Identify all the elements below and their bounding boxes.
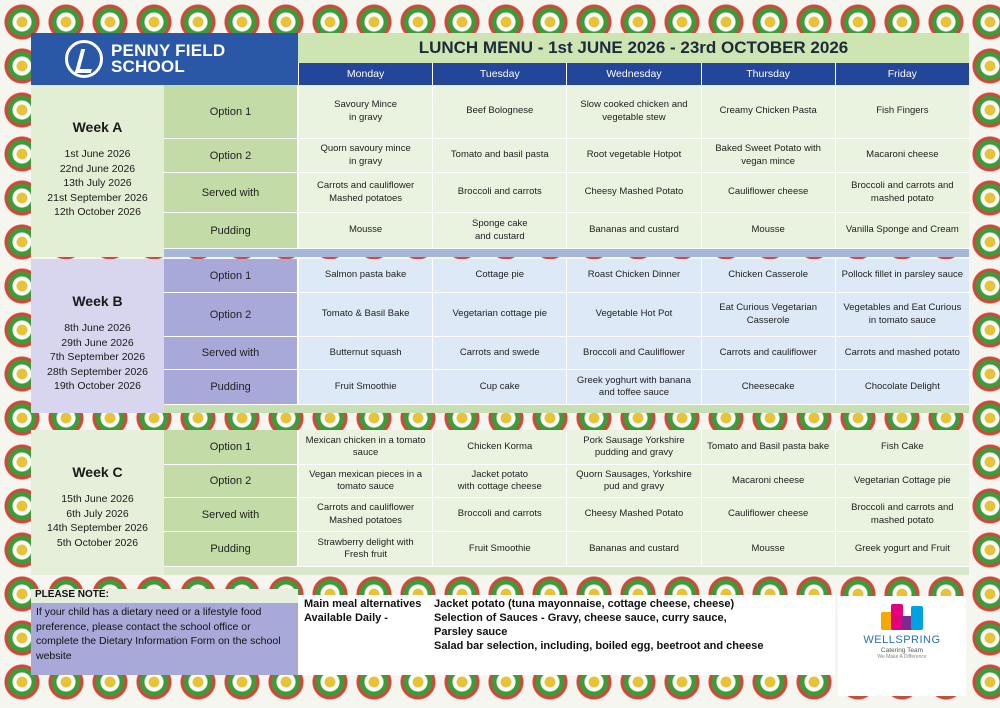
menu-cell: Broccoli and carrots and mashed potato — [835, 498, 969, 532]
week-date: 14th September 2026 — [47, 522, 148, 534]
note-title: PLEASE NOTE: — [31, 589, 298, 603]
row-label: Served with — [164, 337, 298, 370]
week-label — [31, 259, 164, 413]
row-label: Pudding — [164, 532, 298, 567]
menu-cell: Quorn Sausages, Yorkshire pud and gravy — [566, 465, 700, 498]
menu-cell: Vanilla Sponge and Cream — [835, 213, 969, 249]
menu-row — [164, 85, 969, 139]
day-header: Monday — [298, 63, 432, 85]
week-separator — [164, 567, 969, 575]
salad-bar-line: Salad bar selection, including, boiled egg, beetroot and cheese — [434, 640, 764, 652]
menu-cell: Fruit Smoothie — [298, 370, 432, 405]
school-name — [111, 43, 225, 75]
week-date: 6th July 2026 — [66, 507, 129, 520]
menu-cell: Vegetarian Cottage pie — [835, 465, 969, 498]
menu-cell: Eat Curious Vegetarian Casserole — [701, 293, 835, 337]
menu-cell: Bananas and custard — [566, 532, 700, 567]
week-block — [31, 259, 969, 413]
menu-cell: Fruit Smoothie — [432, 532, 566, 567]
menu-row — [164, 532, 969, 567]
row-label: Option 2 — [164, 139, 298, 173]
menu-cell: Chicken Casserole — [701, 259, 835, 293]
menu-cell: Macaroni cheese — [835, 139, 969, 173]
menu-cell: Greek yogurt and Fruit — [835, 532, 969, 567]
week-date: 22nd June 2026 — [59, 162, 136, 175]
note-text: If your child has a dietary need or a lifestyle food preference, please contact the school office or complete the Dietary Information Form on the school website — [31, 603, 298, 675]
day-header: Thursday — [701, 63, 835, 85]
menu-row — [164, 173, 969, 213]
row-label: Pudding — [164, 213, 298, 249]
menu-cell: Vegan mexican pieces in a tomato sauce — [298, 465, 432, 498]
brand-name: WELLSPRING — [863, 634, 941, 646]
menu-cell: Salmon pasta bake — [298, 259, 432, 293]
menu-cell: Tomato & Basil Bake — [298, 293, 432, 337]
menu-cell: Cheesecake — [701, 370, 835, 405]
menu-row — [164, 465, 969, 498]
menu-cell: Butternut squash — [298, 337, 432, 370]
menu-cell: Carrots and cauliflower Mashed potatoes — [298, 498, 432, 532]
wellspring-mark-icon — [879, 602, 925, 630]
menu-cell: Sponge cake and custard — [432, 213, 566, 249]
week-date: 7th September 2026 — [49, 351, 146, 363]
day-header: Wednesday — [566, 63, 700, 85]
menu-cell: Bananas and custard — [566, 213, 700, 249]
brand-subtitle: Catering Team — [880, 647, 924, 654]
alternatives-value: Jacket potato (tuna mayonnaise, cottage cheese, cheese) — [434, 598, 735, 610]
menu-row — [164, 498, 969, 532]
row-label: Served with — [164, 498, 298, 532]
available-daily-label: Available Daily - — [304, 612, 388, 624]
menu-cell: Quorn savoury mince in gravy — [298, 139, 432, 173]
menu-row — [164, 139, 969, 173]
menu-cell: Cheesy Mashed Potato — [566, 173, 700, 213]
week-dates — [47, 321, 148, 394]
menu-row — [164, 259, 969, 293]
menu-row — [164, 430, 969, 465]
sauces-line-2: Parsley sauce — [434, 626, 508, 638]
week-dates — [47, 147, 147, 220]
daily-alternatives — [298, 595, 835, 675]
menu-cell: Broccoli and Cauliflower — [566, 337, 700, 370]
menu-cell: Mexican chicken in a tomato sauce — [298, 430, 432, 465]
row-label: Option 1 — [164, 85, 298, 139]
school-logo — [31, 33, 298, 85]
row-label: Option 1 — [164, 430, 298, 465]
week-title: Week A — [72, 119, 123, 135]
menu-cell: Cottage pie — [432, 259, 566, 293]
menu-row — [164, 370, 969, 405]
menu-cell: Mousse — [701, 213, 835, 249]
menu-cell: Cauliflower cheese — [701, 498, 835, 532]
week-title: Week B — [72, 293, 123, 309]
menu-cell: Cauliflower cheese — [701, 173, 835, 213]
week-date: 28th September 2026 — [47, 365, 148, 378]
menu-cell: Greek yoghurt with banana and toffee sauce — [566, 370, 700, 405]
row-label: Pudding — [164, 370, 298, 405]
lunch-menu-sheet — [31, 33, 969, 675]
menu-row — [164, 337, 969, 370]
row-label: Served with — [164, 173, 298, 213]
week-date: 19th October 2026 — [54, 380, 141, 392]
menu-cell: Pork Sausage Yorkshire pudding and gravy — [566, 430, 700, 465]
menu-cell: Cheesy Mashed Potato — [566, 498, 700, 532]
menu-cell: Fish Cake — [835, 430, 969, 465]
menu-cell: Roast Chicken Dinner — [566, 259, 700, 293]
menu-cell: Broccoli and carrots — [432, 498, 566, 532]
menu-cell: Macaroni cheese — [701, 465, 835, 498]
school-name-line1: PENNY FIELD — [111, 41, 226, 60]
menu-cell: Tomato and basil pasta — [432, 139, 566, 173]
week-block — [31, 85, 969, 257]
menu-cell: Baked Sweet Potato with vegan mince — [701, 139, 835, 173]
menu-cell: Jacket potato with cottage cheese — [432, 465, 566, 498]
menu-row — [164, 213, 969, 249]
menu-cell: Mousse — [298, 213, 432, 249]
week-date: 15th June 2026 — [61, 493, 134, 505]
brand-bar-4 — [911, 606, 923, 630]
week-label — [31, 430, 164, 575]
menu-cell: Strawberry delight with Fresh fruit — [298, 532, 432, 567]
week-dates — [47, 492, 148, 550]
week-date: 8th June 2026 — [64, 322, 131, 334]
menu-cell: Carrots and mashed potato — [835, 337, 969, 370]
menu-cell: Beef Bolognese — [432, 85, 566, 139]
day-header-row — [298, 63, 969, 85]
menu-cell: Cup cake — [432, 370, 566, 405]
week-separator — [164, 405, 969, 413]
menu-cell: Savoury Mince in gravy — [298, 85, 432, 139]
menu-cell: Chocolate Delight — [835, 370, 969, 405]
brand-tagline: We Make A Difference — [877, 654, 927, 660]
week-date: 1st June 2026 — [64, 148, 131, 160]
wellspring-logo — [838, 596, 966, 696]
week-separator — [164, 249, 969, 257]
row-label: Option 2 — [164, 465, 298, 498]
week-title: Week C — [72, 464, 123, 480]
menu-title: LUNCH MENU - 1st JUNE 2026 - 23rd OCTOBER 2026 — [298, 33, 969, 63]
menu-cell: Creamy Chicken Pasta — [701, 85, 835, 139]
row-label: Option 1 — [164, 259, 298, 293]
menu-cell: Vegetable Hot Pot — [566, 293, 700, 337]
menu-cell: Root vegetable Hotpot — [566, 139, 700, 173]
week-date: 5th October 2026 — [56, 536, 139, 549]
menu-cell: Carrots and cauliflower — [701, 337, 835, 370]
week-date: 21st September 2026 — [47, 191, 148, 204]
menu-cell: Carrots and swede — [432, 337, 566, 370]
menu-cell: Broccoli and carrots — [432, 173, 566, 213]
menu-cell: Chicken Korma — [432, 430, 566, 465]
week-date: 13th July 2026 — [63, 177, 132, 189]
day-header: Tuesday — [432, 63, 566, 85]
menu-cell: Vegetables and Eat Curious in tomato sauce — [835, 293, 969, 337]
menu-cell: Fish Fingers — [835, 85, 969, 139]
row-label: Option 2 — [164, 293, 298, 337]
menu-cell: Pollock fillet in parsley sauce — [835, 259, 969, 293]
menu-cell: Vegetarian cottage pie — [432, 293, 566, 337]
week-label — [31, 85, 164, 257]
school-emblem-icon — [65, 40, 103, 78]
school-name-line2: SCHOOL — [111, 57, 185, 76]
menu-cell: Carrots and cauliflower Mashed potatoes — [298, 173, 432, 213]
day-header: Friday — [835, 63, 969, 85]
menu-cell: Tomato and Basil pasta bake — [701, 430, 835, 465]
menu-row — [164, 293, 969, 337]
week-block — [31, 430, 969, 575]
menu-cell: Mousse — [701, 532, 835, 567]
menu-cell: Slow cooked chicken and vegetable stew — [566, 85, 700, 139]
menu-cell: Broccoli and carrots and mashed potato — [835, 173, 969, 213]
week-date: 12th October 2026 — [54, 206, 141, 218]
alternatives-label: Main meal alternatives — [304, 598, 422, 610]
sauces-line: Selection of Sauces - Gravy, cheese sauce, curry sauce, — [434, 612, 727, 624]
week-date: 29th June 2026 — [61, 336, 134, 349]
